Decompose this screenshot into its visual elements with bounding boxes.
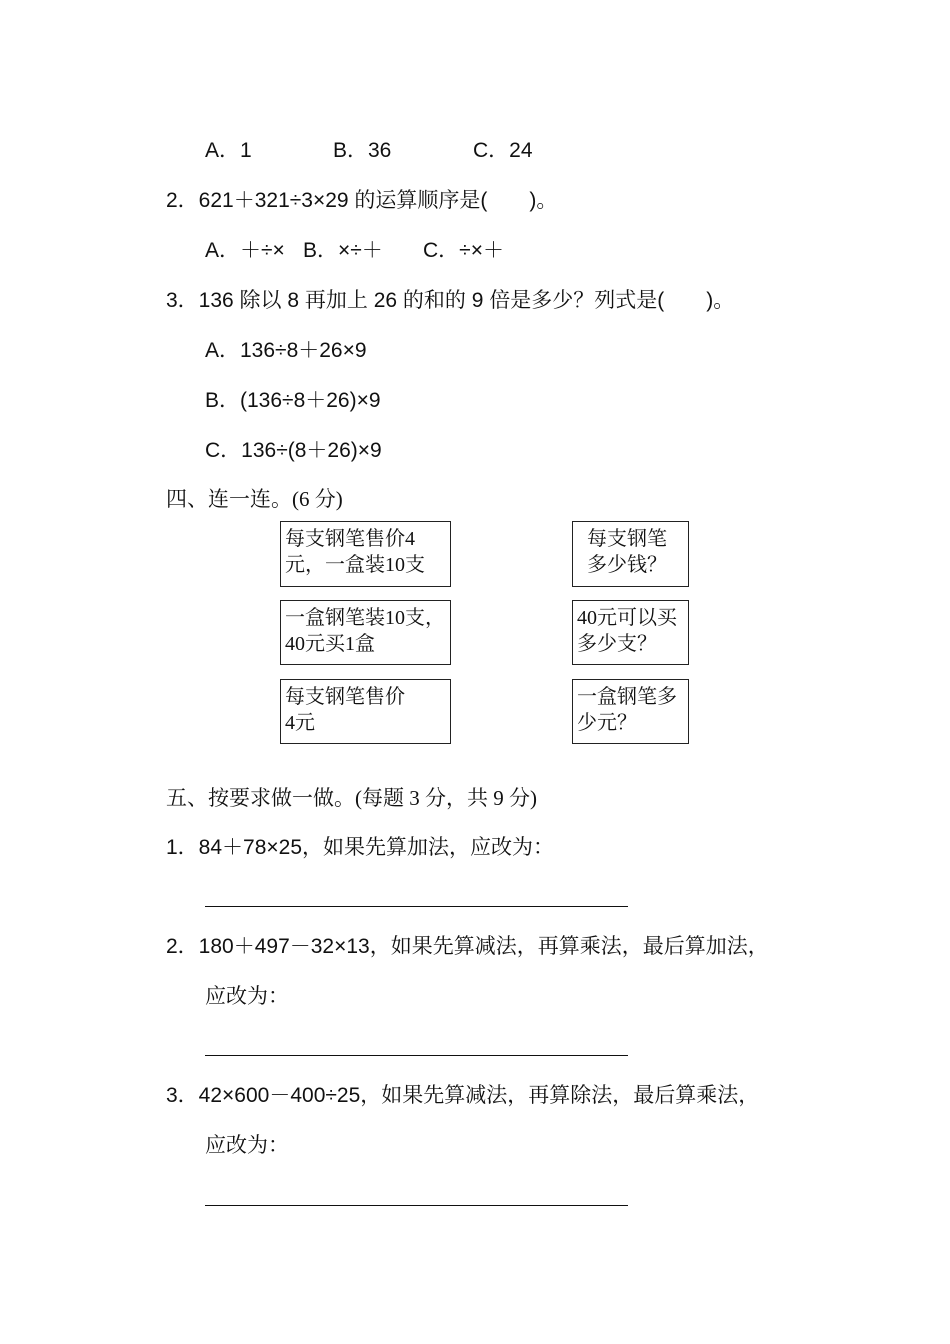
s5-q1-stem: 1．84＋78×25，如果先算加法，应改为： xyxy=(166,836,555,859)
s5-q2-stem: 2．180＋497－32×13，如果先算减法，再算乘法，最后算加法， xyxy=(166,935,769,958)
s5-q3-answer-line[interactable] xyxy=(205,1205,628,1206)
match-right-box-3[interactable]: 一盒钢笔多 少元？ xyxy=(572,679,689,744)
match-right-box-1[interactable]: 每支钢笔 多少钱？ xyxy=(572,521,689,587)
q1-option-c: C．24 xyxy=(473,139,533,162)
match-left-box-3[interactable]: 每支钢笔售价 4元 xyxy=(280,679,451,744)
s5-q2-answer-line[interactable] xyxy=(205,1055,628,1056)
section4-title: 四、连一连。(6 分) xyxy=(166,487,343,511)
q2-stem: 2．621＋321÷3×29 的运算顺序是( )。 xyxy=(166,189,558,212)
s5-q3-stem-cont: 应改为： xyxy=(205,1134,289,1157)
section5-title: 五、按要求做一做。(每题 3 分，共 9 分) xyxy=(166,786,537,810)
q2-option-a: A．＋÷× xyxy=(205,239,285,262)
q2-option-b: B．×÷＋ xyxy=(303,239,383,262)
match-left-box-2[interactable]: 一盒钢笔装10支， 40元买1盒 xyxy=(280,600,451,665)
q1-option-b: B．36 xyxy=(333,139,392,162)
s5-q3-stem: 3．42×600－400÷25，如果先算减法，再算除法，最后算乘法， xyxy=(166,1084,760,1107)
q3-option-a: A．136÷8＋26×9 xyxy=(205,339,367,362)
match-left-box-1[interactable]: 每支钢笔售价4 元，一盒装10支 xyxy=(280,521,451,587)
q3-option-c: C．136÷(8＋26)×9 xyxy=(205,439,382,462)
q3-stem: 3．136 除以 8 再加上 26 的和的 9 倍是多少？列式是( )。 xyxy=(166,289,735,312)
s5-q2-stem-cont: 应改为： xyxy=(205,985,289,1008)
q1-option-a: A．1 xyxy=(205,139,252,162)
q2-option-c: C．÷×＋ xyxy=(423,239,504,262)
s5-q1-answer-line[interactable] xyxy=(205,906,628,907)
q3-option-b: B．(136÷8＋26)×9 xyxy=(205,389,381,412)
match-right-box-2[interactable]: 40元可以买 多少支？ xyxy=(572,600,689,665)
